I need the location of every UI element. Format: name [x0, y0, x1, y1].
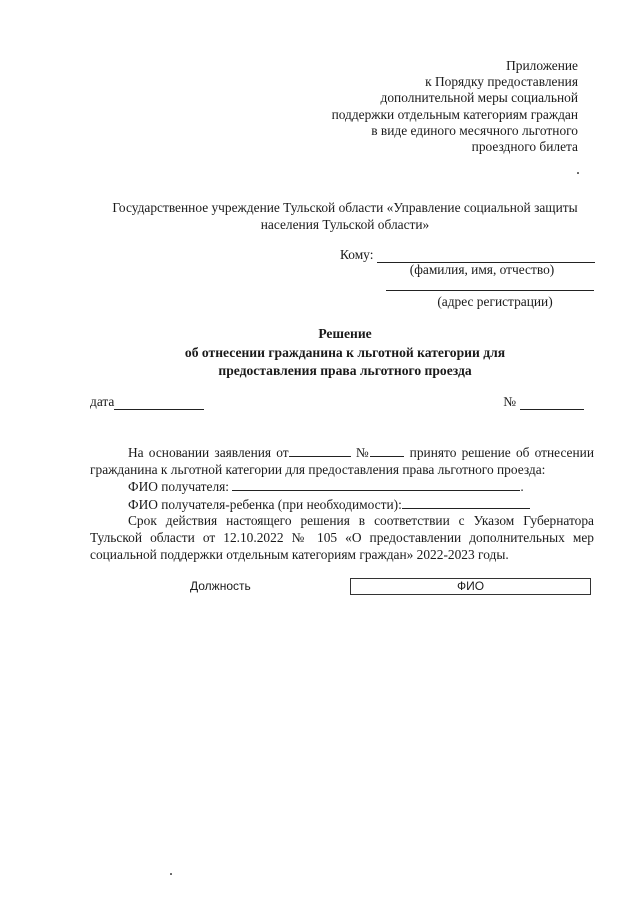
child-fio-field[interactable]	[402, 496, 530, 509]
organization-line: Государственное учреждение Тульской области «Управление социальной защиты	[112, 200, 578, 215]
title-line: Решение	[318, 326, 372, 341]
appendix-line: поддержки отдельным категориям граждан	[331, 106, 578, 122]
recipient-address-field[interactable]	[386, 290, 594, 291]
application-number-field[interactable]	[370, 444, 404, 457]
recipient-to-label: Кому:	[340, 247, 374, 262]
appendix-line: к Порядку предоставления	[425, 74, 578, 90]
appendix-line: в виде единого месячного льготного	[371, 122, 578, 138]
organization-name	[90, 200, 600, 233]
basis-number-label: №	[355, 445, 371, 460]
date-row	[90, 394, 204, 410]
basis-paragraph	[90, 444, 594, 478]
recipient-fio-row	[90, 478, 594, 496]
recipient-name-caption: (фамилия, имя, отчество)	[409, 262, 555, 277]
appendix-line: Приложение	[506, 58, 578, 73]
signature-fio-box: ФИО	[350, 578, 591, 595]
application-date-field[interactable]	[289, 444, 351, 457]
recipient-to-row	[340, 247, 595, 263]
child-fio-label: ФИО получателя-ребенка (при необходимости):	[128, 496, 402, 512]
appendix-line: проездного билета	[471, 139, 578, 155]
signature-position-label: Должность	[190, 579, 251, 593]
date-field[interactable]	[114, 397, 204, 410]
number-row	[503, 394, 584, 410]
basis-text-a: На основании заявления от	[128, 445, 289, 460]
child-fio-row	[90, 496, 594, 514]
validity-paragraph: Срок действия настоящего решения в соответствии с Указом Губернатора Тульской области от 12.10.2022 № 105 «О предоставлении дополнительных мер социальной поддержки отдельным категориям граждан» 2022-2023 годы.	[90, 513, 594, 562]
basis-text-c: принято решение об отнесении гражданина к льготной категории для предоставления права льготного проезда:	[90, 445, 595, 477]
recipient-address-caption: (адрес регистрации)	[437, 294, 553, 309]
title-line: предоставления права льготного проезда	[218, 363, 472, 378]
recipient-fio-field[interactable]	[232, 478, 520, 491]
recipient-fio-end: .	[520, 479, 524, 495]
organization-line: населения Тульской области»	[260, 216, 430, 232]
number-field[interactable]	[520, 397, 584, 410]
appendix-line: дополнительной меры социальной	[380, 90, 578, 106]
number-label: №	[503, 394, 516, 409]
date-label: дата	[90, 394, 115, 409]
appendix-header	[332, 58, 578, 155]
scan-speck	[577, 172, 579, 174]
scan-speck	[170, 873, 172, 875]
recipient-fio-label: ФИО получателя:	[128, 479, 230, 495]
document-title	[130, 325, 560, 381]
title-line: об отнесении гражданина к льготной категории для	[184, 344, 506, 360]
decision-body	[90, 444, 594, 563]
